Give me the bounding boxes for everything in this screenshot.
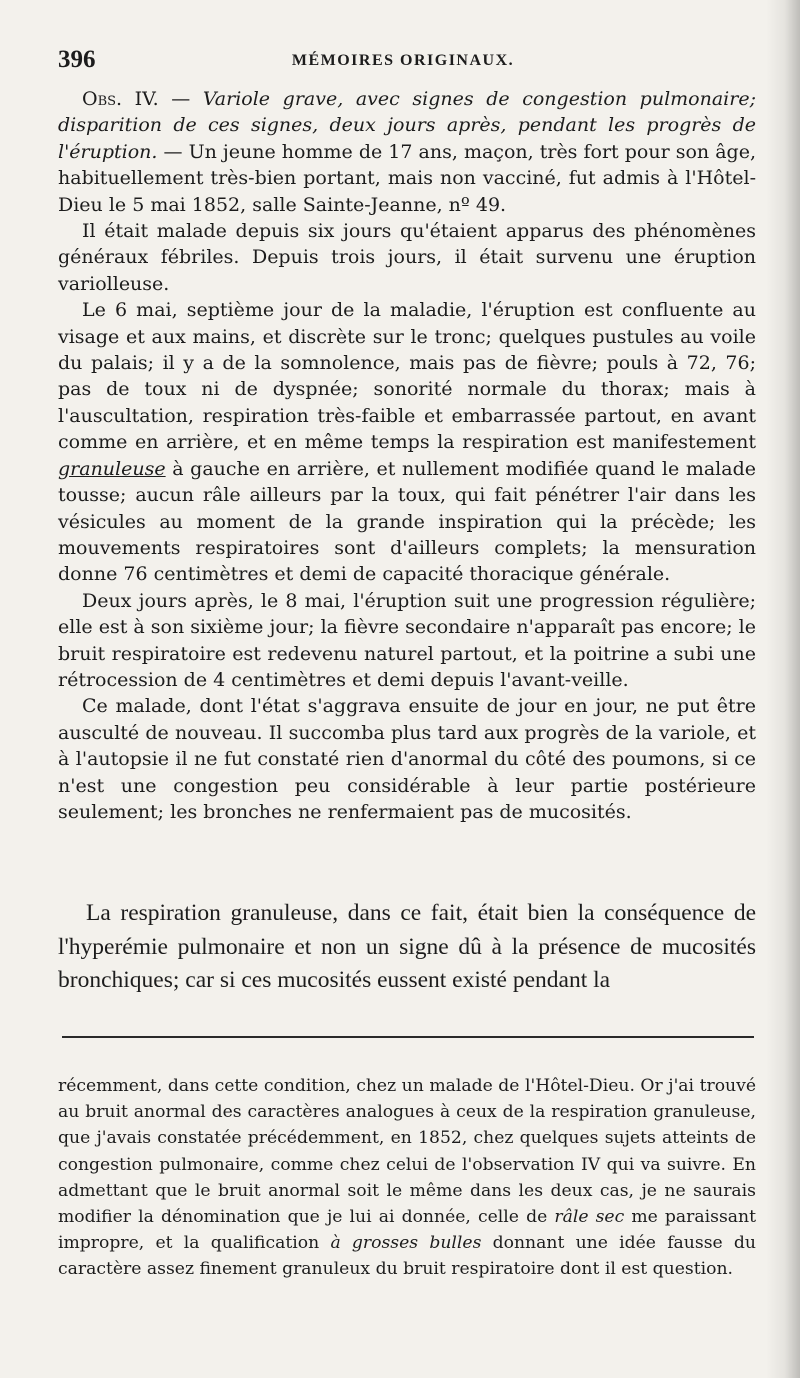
observation-text [58,86,756,825]
footnote-after: donnant une idée fausse du caractère assez finement granuleux du bruit respiratoire dont il est question. [58,1233,756,1280]
observation-title: Variole grave, avec signes de congestion pulmonaire; disparition de ces signes, deux jours après, pendant les progrès de l'éruption. [58,88,756,163]
observation-intro: — Un jeune homme de 17 ans, maçon, très fort pour son âge, habituellement très-bien portant, mais non vacciné, fut admis à l'Hôtel-Dieu le 5 mai 1852, salle Sainte-Jeanne, nº 49. [58,140,756,216]
observation-label: Obs. IV. [82,88,159,110]
conclusion-text [58,897,756,998]
footnote-rule [62,1036,754,1038]
paragraph-2: Il était malade depuis six jours qu'étaient apparus des phénomènes généraux fébriles. Depuis trois jours, il était survenu une éruption variolleuse. [58,220,756,295]
paragraph-3 [58,297,756,587]
observation-paragraph [58,86,756,218]
page-header [58,46,748,78]
footnote-middle: me paraissant impropre, et la qualification [58,1207,756,1254]
conclusion-paragraph: La respiration granuleuse, dans ce fait, était bien la conséquence de l'hyperémie pulmonaire et non un signe dû à la présence de mucosités bronchiques; car si ces mucosités eussent existé pendant la [58,900,756,993]
page-gutter-shadow [766,0,800,1378]
page-number: 396 [58,46,96,73]
footnote-italic-1: râle sec [554,1207,625,1228]
running-head: MÉMOIRES ORIGINAUX. [291,52,515,69]
paragraph-3-italic: granuleuse [58,457,166,480]
paragraph-5: Ce malade, dont l'état s'aggrava ensuite de jour en jour, ne put être ausculté de nouveau. Il succomba plus tard aux progrès de la variole, et à l'autopsie il ne fut constaté rien d'anormal du côté des poumons, si ce n'est une congestion peu considérable à leur partie postérieure seulement; les bronches ne renfermaient pas de mucosités. [58,695,756,823]
paragraph-4: Deux jours après, le 8 mai, l'éruption suit une progression régulière; elle est à son sixième jour; la fièvre secondaire n'apparaît pas encore; le bruit respiratoire est redevenu naturel partout, et la poitrine a subi une rétrocession de 4 centimètres et demi depuis l'avant-veille. [58,589,756,691]
footnote-paragraph [58,1073,756,1283]
paragraph-3-after: à gauche en arrière, et nullement modifiée quand le malade tousse; aucun râle ailleurs par la toux, qui fait pénétrer l'air dans les vésicules au moment de la grande inspiration qui la précède; les mouvements respiratoires sont d'ailleurs complets; la mensuration donne 76 centimètres et demi de capacité thoracique générale. [58,457,756,586]
observation-dash: — [158,88,203,110]
footnote-before: récemment, dans cette condition, chez un malade de l'Hôtel-Dieu. Or j'ai trouvé au bruit anormal des caractères analogues à ceux de la respiration granuleuse, que j'avais constatée précédemment, en 1852, chez quelques sujets atteints de congestion pulmonaire, comme chez celui de l'observation IV qui va suivre. En admettant que le bruit anormal soit le même dans les deux cas, je ne saurais modifier la dénomination que je lui ai donnée, celle de [58,1076,756,1228]
footnote-italic-2: à grosses bulles [330,1233,482,1254]
footnote [58,1073,756,1283]
paragraph-3-before: Le 6 mai, septième jour de la maladie, l'éruption est confluente au visage et aux mains, et discrète sur le tronc; quelques pustules au voile du palais; il y a de la somnolence, mais pas de fièvre; pouls à 72, 76; pas de toux ni de dyspnée; sonorité normale du thorax; mais à l'auscultation, respiration très-faible et embarrassée partout, en avant comme en arrière, et en même temps la respiration est manifestement [58,299,756,454]
